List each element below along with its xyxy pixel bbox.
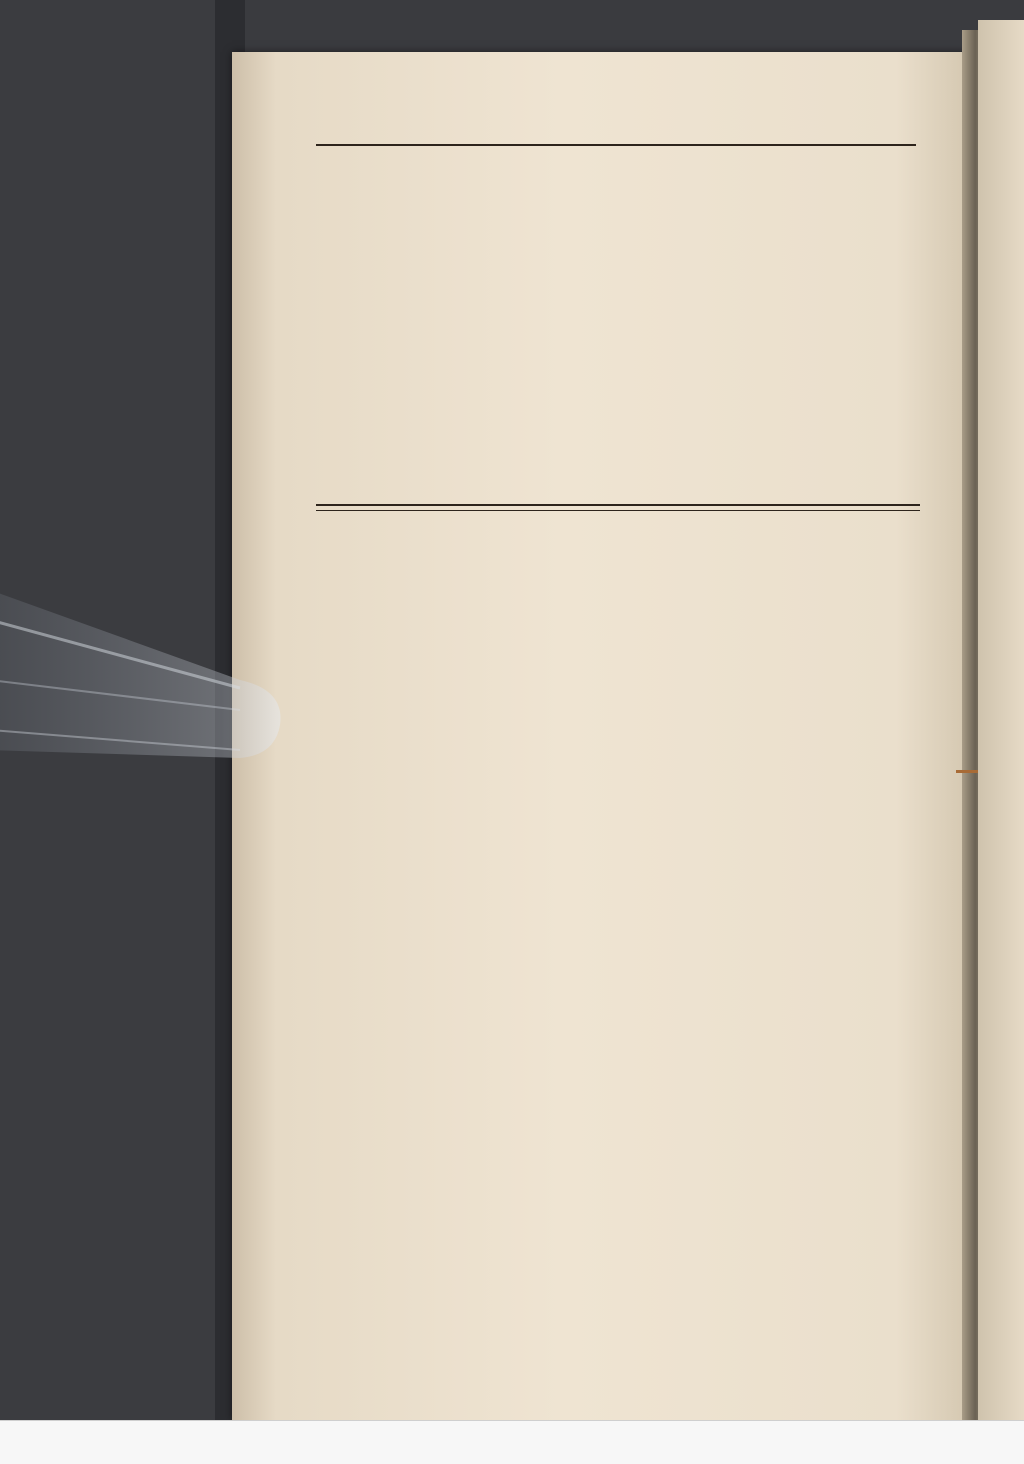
facing-page xyxy=(978,20,1024,1420)
page-header xyxy=(316,100,916,146)
bleed-through xyxy=(318,536,918,564)
hab-logo-icon xyxy=(6,1429,50,1457)
footer-bar xyxy=(0,1420,1024,1464)
glass-holder-reflection xyxy=(0,560,290,800)
section-rule xyxy=(316,504,920,511)
scan-marker xyxy=(956,770,978,773)
drop-cap xyxy=(318,670,370,748)
